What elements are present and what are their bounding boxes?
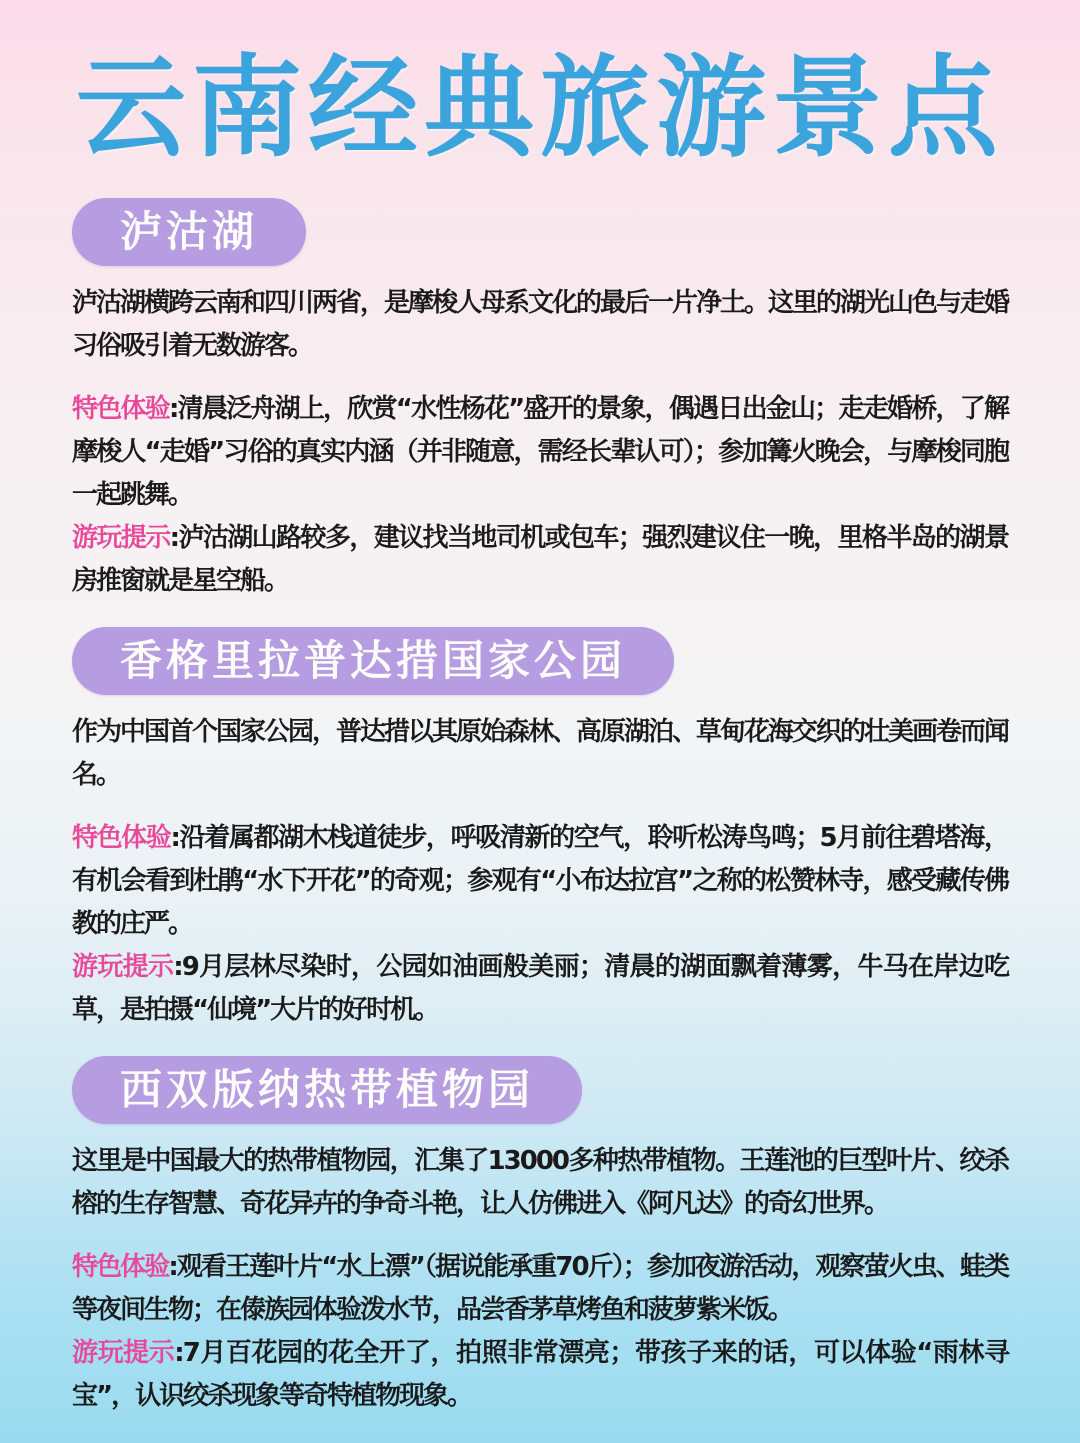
experience-paragraph <box>72 1246 1008 1332</box>
label-colon: : <box>168 394 178 424</box>
section-title: 香格里拉普达措国家公园 <box>120 636 627 685</box>
experience-text: 沿着属都湖木栈道徒步，呼吸清新的空气，聆听松涛鸟鸣；5月前往碧塔海，有机会看到杜鹃“水下开花”的奇观；参观有“小布达拉宫”之称的松赞林寺，感受藏传佛教的庄严。 <box>72 823 1008 939</box>
experience-paragraph <box>72 817 1008 946</box>
label-colon: : <box>173 952 182 982</box>
experience-text: 观看王莲叶片“水上漂”（据说能承重70斤）；参加夜游活动，观察萤火虫、蛙类等夜间生物；在傣族园体验泼水节，品尝香茅草烤鱼和菠萝紫米饭。 <box>72 1252 1008 1325</box>
label-colon: : <box>174 1338 183 1368</box>
tips-paragraph <box>72 1332 1008 1418</box>
experience-text: 清晨泛舟湖上，欣赏“水性杨花”盛开的景象，偶遇日出金山；走走婚桥，了解摩梭人“走婚”习俗的真实内涵（并非随意，需经长辈认可）；参加篝火晚会，与摩梭同胞一起跳舞。 <box>72 394 1008 510</box>
label-colon: : <box>170 823 179 853</box>
section-intro: 泸沽湖横跨云南和四川两省，是摩梭人母系文化的最后一片净土。这里的湖光山色与走婚习俗吸引着无数游客。 <box>72 288 1009 361</box>
label-colon: : <box>168 1252 177 1282</box>
experience-label: 特色体验 <box>72 394 169 424</box>
section-header-pill <box>72 198 306 266</box>
tips-text: 泸沽湖山路较多，建议找当地司机或包车；强烈建议住一晚，里格半岛的湖景房推窗就是星空船。 <box>72 523 1008 596</box>
section-header-pill <box>72 1056 582 1124</box>
tips-paragraph <box>72 946 1008 1032</box>
experience-paragraph <box>72 388 1008 517</box>
section-title: 西双版纳热带植物园 <box>120 1065 535 1114</box>
section-header-pill <box>72 627 674 695</box>
label-colon: : <box>169 523 179 553</box>
tips-label: 游玩提示 <box>72 952 174 982</box>
section-details <box>72 817 1008 1032</box>
tips-label: 游玩提示 <box>72 523 170 553</box>
experience-label: 特色体验 <box>72 823 171 853</box>
section-botanical-garden <box>72 1032 1008 1418</box>
section-details <box>72 1246 1008 1418</box>
experience-label: 特色体验 <box>72 1252 169 1282</box>
tips-text: 7月百花园的花全开了，拍照非常漂亮；带孩子来的话，可以体验“雨林寻宝”，认识绞杀现象等奇特植物现象。 <box>72 1338 1008 1411</box>
section-title: 泸沽湖 <box>120 207 259 256</box>
section-lugu-lake <box>72 174 1008 603</box>
section-intro: 作为中国首个国家公园，普达措以其原始森林、高原湖泊、草甸花海交织的壮美画卷而闻名。 <box>72 717 1009 790</box>
section-pudacuo-park <box>72 603 1008 1032</box>
tips-paragraph <box>72 517 1008 603</box>
tips-text: 9月层林尽染时，公园如油画般美丽；清晨的湖面飘着薄雾，牛马在岸边吃草，是拍摄“仙境”大片的好时机。 <box>72 952 1008 1025</box>
tips-label: 游玩提示 <box>72 1338 175 1368</box>
page-title: 云南经典旅游景点 <box>76 44 1004 172</box>
section-details <box>72 388 1008 603</box>
section-intro: 这里是中国最大的热带植物园，汇集了13000多种热带植物。王莲池的巨型叶片、绞杀榕的生存智慧、奇花异卉的争奇斗艳，让人仿佛进入《阿凡达》的奇幻世界。 <box>72 1146 1008 1219</box>
